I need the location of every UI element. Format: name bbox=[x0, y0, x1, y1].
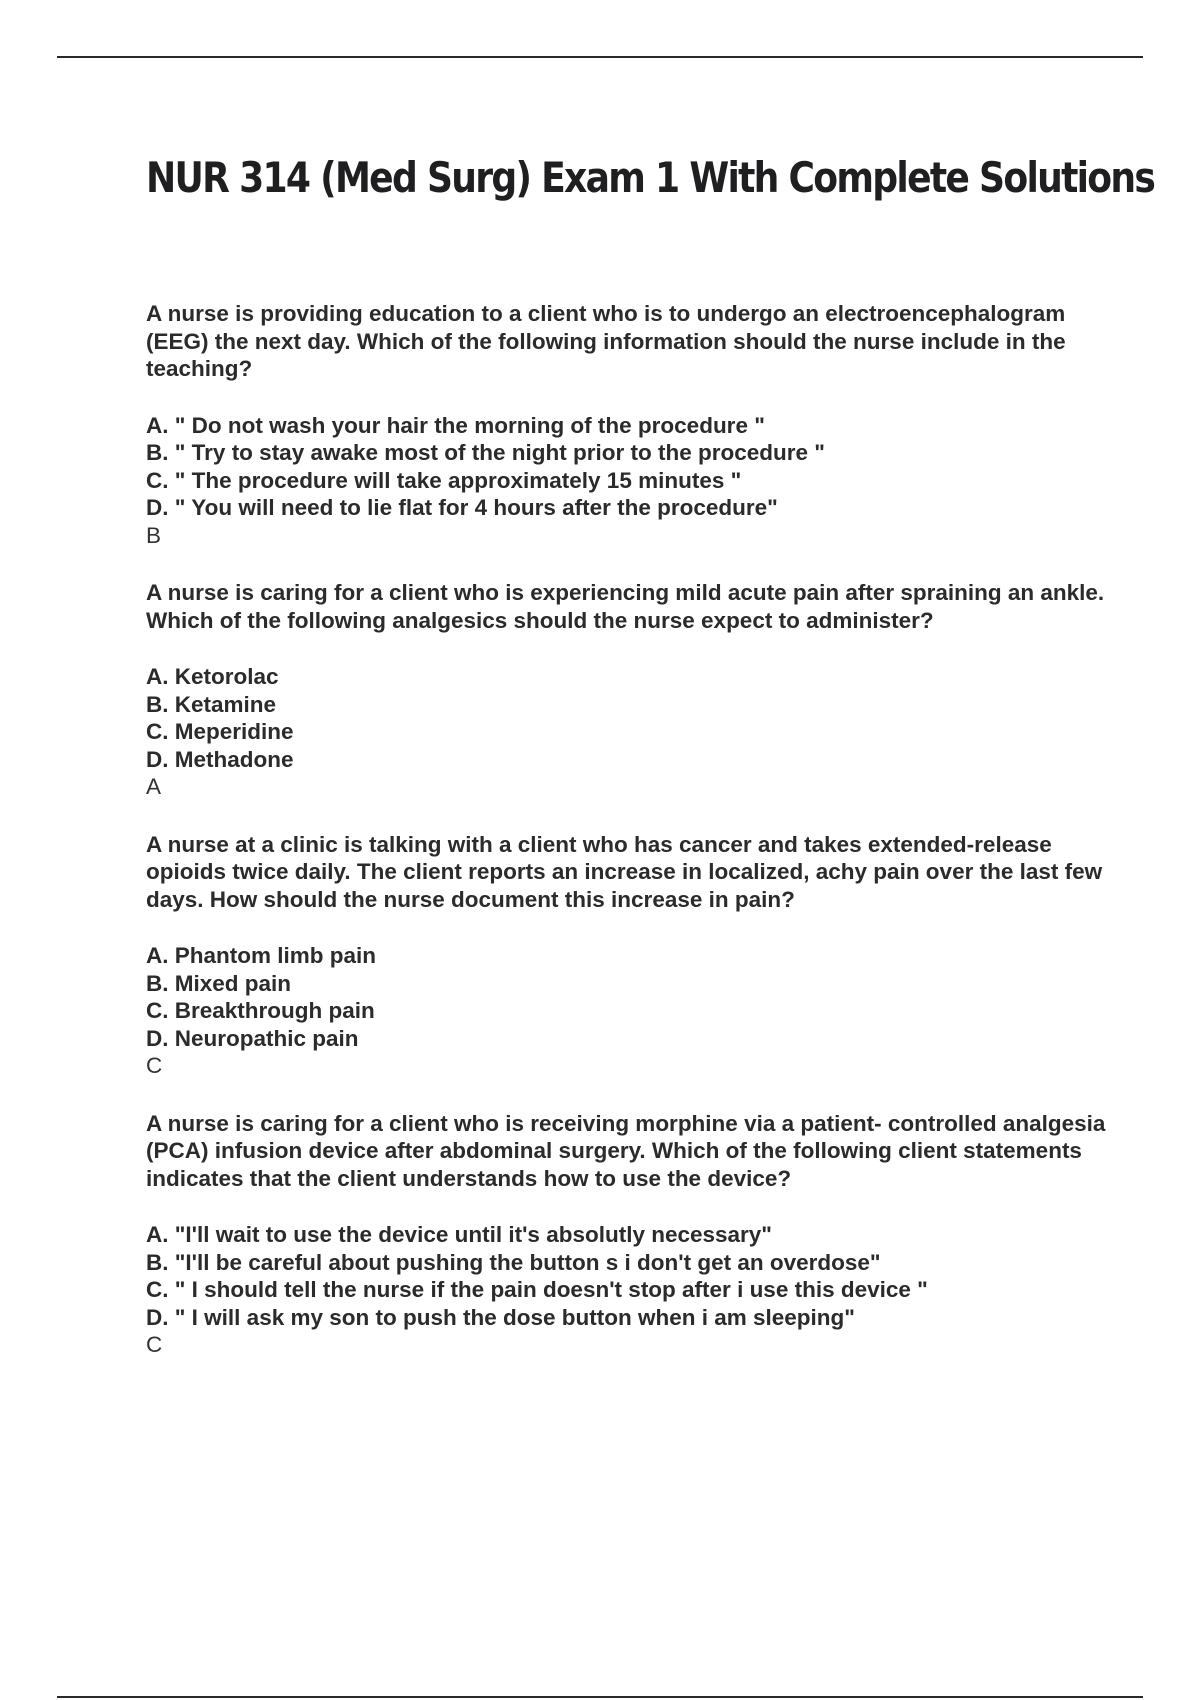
option-d: D. Neuropathic pain bbox=[146, 1025, 359, 1051]
question-block-3 bbox=[146, 831, 1106, 1080]
option-c: C. " The procedure will take approximately 15 minutes " bbox=[146, 467, 742, 493]
answer-options bbox=[146, 412, 1106, 522]
correct-answer: A bbox=[146, 774, 162, 799]
correct-answer: B bbox=[146, 522, 162, 548]
option-c: C. " I should tell the nurse if the pain doesn't stop after i use this device " bbox=[146, 1277, 928, 1302]
document-title: NUR 314 (Med Surg) Exam 1 With Complete Solutions bbox=[146, 153, 1155, 202]
question-block-2 bbox=[146, 579, 1106, 801]
top-divider bbox=[57, 56, 1143, 58]
option-a: A. " Do not wash your hair the morning of the procedure " bbox=[146, 412, 765, 438]
question-list bbox=[146, 300, 1106, 1389]
question-text: A nurse is providing education to a client who is to undergo an electroencephalogram (EEG) the next day. Which of the following information should the nurse include in the teaching? bbox=[146, 301, 1066, 381]
question-block-1 bbox=[146, 300, 1106, 549]
bottom-divider bbox=[57, 1696, 1143, 1698]
answer-options bbox=[146, 942, 1106, 1052]
option-a: A. "I'll wait to use the device until it's absolutly necessary" bbox=[146, 1222, 772, 1247]
option-b: B. " Try to stay awake most of the night prior to the procedure " bbox=[146, 440, 825, 465]
option-c: C. Meperidine bbox=[146, 719, 294, 744]
option-d: D. Methadone bbox=[146, 746, 294, 772]
option-a: A. Ketorolac bbox=[146, 664, 279, 689]
option-b: B. "I'll be careful about pushing the button s i don't get an overdose" bbox=[146, 1249, 881, 1275]
option-d: D. " You will need to lie flat for 4 hours after the procedure" bbox=[146, 495, 778, 520]
option-d: D. " I will ask my son to push the dose button when i am sleeping" bbox=[146, 1304, 855, 1330]
option-b: B. Mixed pain bbox=[146, 970, 292, 996]
correct-answer: C bbox=[146, 1053, 163, 1078]
question-block-4 bbox=[146, 1110, 1106, 1359]
option-a: A. Phantom limb pain bbox=[146, 943, 377, 968]
question-text: A nurse is caring for a client who is receiving morphine via a patient- controlled analgesia (PCA) infusion device after abdominal surgery. Which of the following client statements indicates that the client understands how to use the device? bbox=[146, 1110, 1106, 1191]
question-text: A nurse at a clinic is talking with a client who has cancer and takes extended-release opioids twice daily. The client reports an increase in localized, achy pain over the last few days. How should the nurse document this increase in pain? bbox=[146, 831, 1103, 912]
option-c: C. Breakthrough pain bbox=[146, 998, 375, 1023]
answer-options bbox=[146, 663, 1106, 773]
answer-options bbox=[146, 1221, 1106, 1331]
question-text: A nurse is caring for a client who is experiencing mild acute pain after spraining an ankle. Which of the following analgesics should the nurse expect to administer? bbox=[146, 580, 1105, 633]
option-b: B. Ketamine bbox=[146, 691, 277, 717]
correct-answer: C bbox=[146, 1332, 163, 1357]
